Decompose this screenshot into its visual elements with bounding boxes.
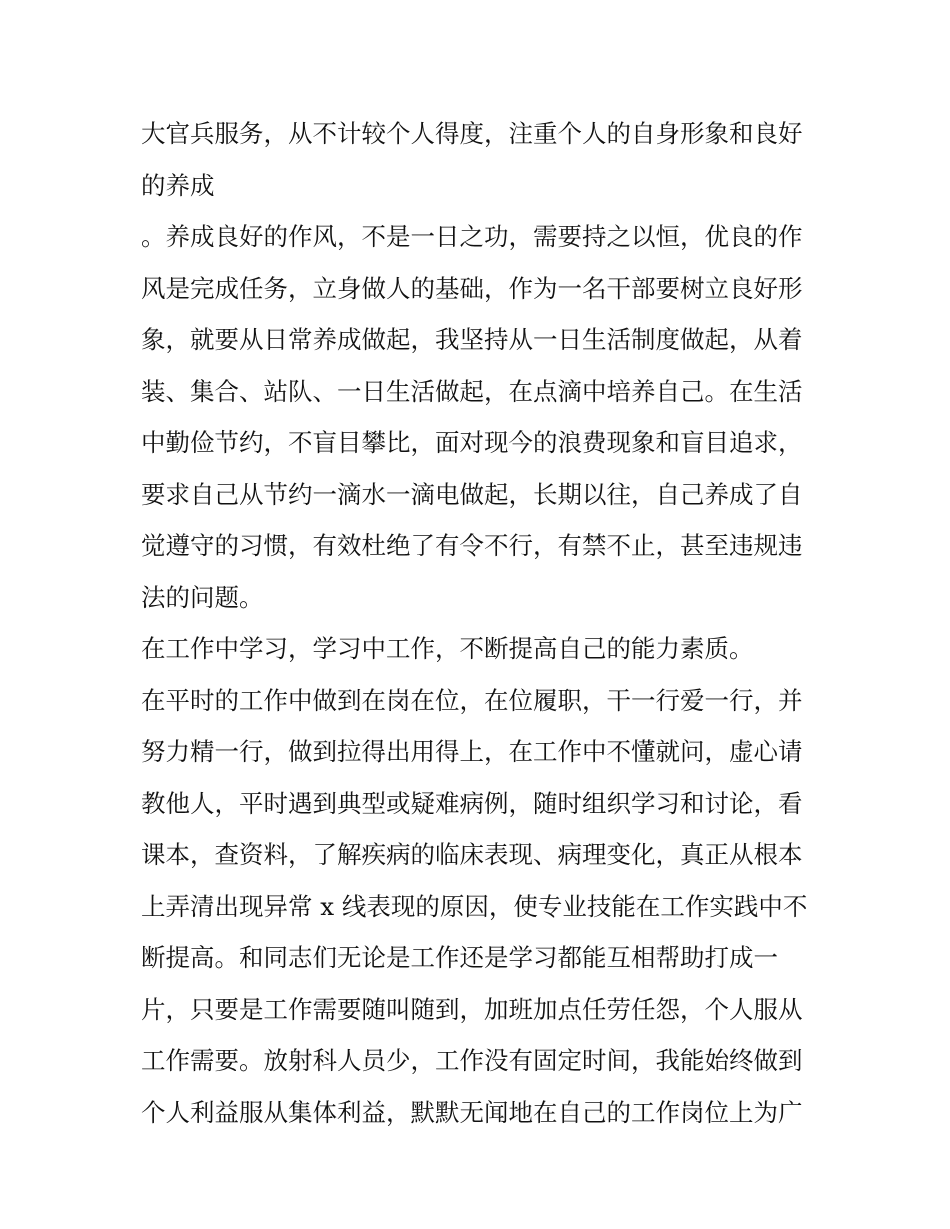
text-line: 课本，查资料，了解疾病的临床表现、病理变化，真正从根本 xyxy=(141,840,803,869)
text-line: 断提高。和同志们无论是工作还是学习都能互相帮助打成一 xyxy=(141,943,778,972)
text-line: 在工作中学习，学习中工作，不断提高自己的能力素质。 xyxy=(141,634,754,663)
text-line: 要求自己从节约一滴水一滴电做起，长期以往，自己养成了自 xyxy=(141,479,803,509)
text-line: 大官兵服务，从不计较个人得度，注重个人的自身形象和良好 xyxy=(141,119,803,148)
text-line: 中勤俭节约，不盲目攀比，面对现今的浪费现象和盲目追求， xyxy=(141,428,803,457)
text-line: 教他人，平时遇到典型或疑难病例，随时组织学习和讨论，看 xyxy=(141,788,803,818)
text-line: 的养成 xyxy=(141,170,215,200)
text-line: 象，就要从日常养成做起，我坚持从一日生活制度做起，从着 xyxy=(141,325,803,354)
text-line: 装、集合、站队、一日生活做起，在点滴中培养自己。在生活 xyxy=(141,376,803,406)
text-line: 个人利益服从集体利益，默默无闻地在自己的工作岗位上为广 xyxy=(141,1097,803,1127)
text-line: 上弄清出现异常 x 线表现的原因，使专业技能在工作实践中不 xyxy=(141,891,808,921)
text-line: 。养成良好的作风，不是一日之功，需要持之以恒，优良的作 xyxy=(141,222,803,251)
text-line: 片，只要是工作需要随叫随到，加班加点任劳任怨，个人服从 xyxy=(141,994,803,1024)
text-line: 法的问题。 xyxy=(141,582,264,612)
document-body xyxy=(141,108,813,1138)
text-line: 努力精一行，做到拉得出用得上，在工作中不懂就问，虚心请 xyxy=(141,737,803,766)
text-line: 在平时的工作中做到在岗在位，在位履职，干一行爱一行，并 xyxy=(141,685,803,715)
text-line: 觉遵守的习惯，有效杜绝了有令不行，有禁不止，甚至违规违 xyxy=(141,531,803,560)
text-line: 风是完成任务，立身做人的基础，作为一名干部要树立良好形 xyxy=(141,273,803,303)
text-line: 工作需要。放射科人员少，工作没有固定时间，我能始终做到 xyxy=(141,1046,803,1075)
